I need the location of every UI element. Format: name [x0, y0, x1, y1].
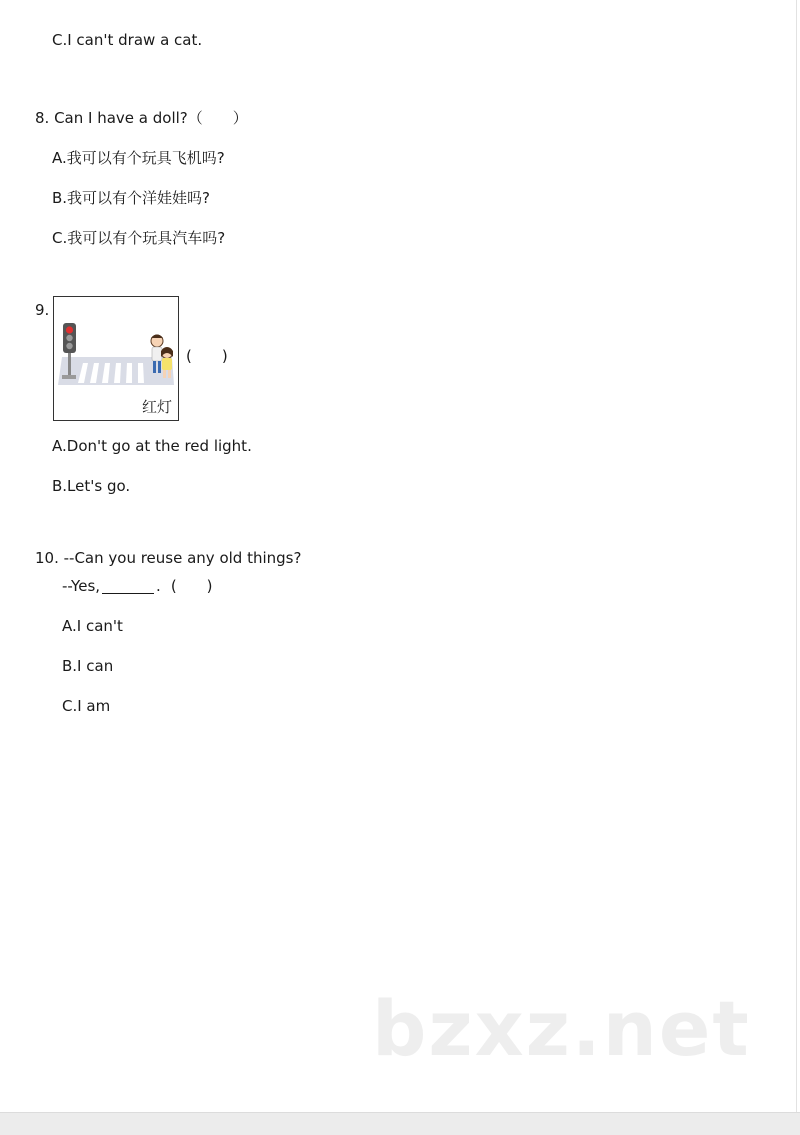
q9-option-b: B.Let's go. — [52, 477, 131, 495]
q8-stem: 8. Can I have a doll?（ ） — [35, 109, 248, 127]
q10-reply — [62, 576, 213, 596]
answer-blank — [102, 577, 154, 594]
q9-option-a: A.Don't go at the red light. — [52, 437, 252, 455]
watermark: bzxz.net — [372, 984, 751, 1073]
q10-option-c: C.I am — [62, 697, 111, 715]
q10-reply-suffix: . — [156, 577, 161, 595]
q9-number: 9. — [35, 301, 50, 319]
red-light-crosswalk-image — [53, 296, 179, 421]
image-caption: 红灯 — [141, 398, 172, 416]
q10-answer-paren: ( ) — [170, 577, 213, 595]
q10-option-b: B.I can — [62, 657, 114, 675]
q8-option-c: C.我可以有个玩具汽车吗? — [52, 229, 226, 247]
q9-answer-paren: ( ) — [186, 347, 228, 365]
q7-option-c: C.I can't draw a cat. — [52, 31, 203, 49]
q10-option-a: A.I can't — [62, 617, 123, 635]
q8-option-b: B.我可以有个洋娃娃吗? — [52, 189, 211, 207]
q10-stem: 10. --Can you reuse any old things? — [35, 549, 302, 567]
q10-reply-prefix: --Yes, — [62, 577, 101, 595]
traffic-light-pole — [68, 351, 71, 377]
page-bottom-strip — [0, 1112, 800, 1135]
q8-option-a: A.我可以有个玩具飞机吗? — [52, 149, 225, 167]
